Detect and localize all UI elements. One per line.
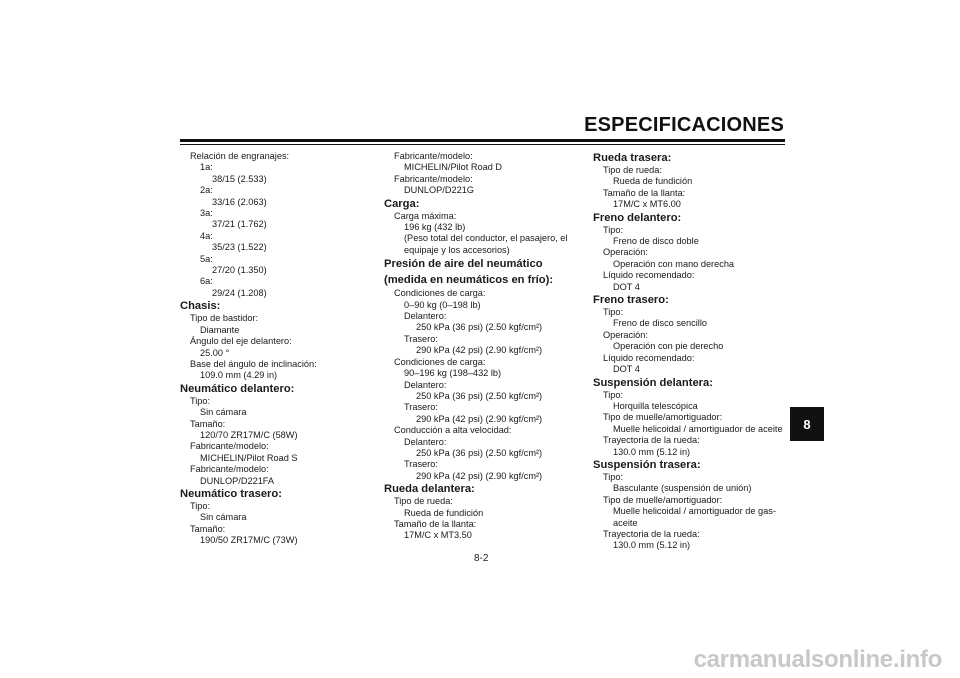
spec-value: 35/23 (1.522) (212, 242, 267, 253)
spec-label: Tipo: (603, 389, 624, 400)
spec-value: Muelle helicoidal / amortiguador de aceite (613, 423, 783, 434)
spec-value: 27/20 (1.350) (212, 265, 267, 276)
section-heading: Neumático delantero: (180, 382, 295, 395)
spec-value: 5a: (200, 253, 213, 264)
spec-value: 37/21 (1.762) (212, 219, 267, 230)
spec-label: Condiciones de carga: (394, 288, 486, 299)
spec-label: Condiciones de carga: (394, 356, 486, 367)
page-title: ESPECIFICACIONES (584, 114, 784, 136)
spec-label: Trayectoria de la rueda: (603, 435, 700, 446)
spec-value: 1a: (200, 162, 213, 173)
spec-value: 250 kPa (36 psi) (2.50 kgf/cm²) (416, 390, 543, 401)
spec-label: Líquido recomendado: (603, 352, 695, 363)
spec-value: 3a: (200, 208, 213, 219)
section-heading: Suspensión delantera: (593, 376, 713, 389)
spec-value: Freno de disco doble (613, 236, 699, 247)
spec-value: Trasero: (404, 333, 438, 344)
spec-value: 190/50 ZR17M/C (73W) (200, 535, 298, 546)
spec-value: Basculante (suspensión de unión) (613, 483, 752, 494)
section-heading: Neumático trasero: (180, 487, 282, 500)
spec-label: Fabricante/modelo: (190, 441, 269, 452)
header-rule-thin (180, 144, 785, 145)
spec-label: Operación: (603, 247, 648, 258)
section-heading: Rueda delantera: (384, 483, 475, 496)
spec-value: 17M/C x MT3.50 (404, 530, 472, 541)
spec-value: 290 kPa (42 psi) (2.90 kgf/cm²) (416, 413, 543, 424)
spec-label: Relación de engranajes: (190, 151, 290, 161)
spec-label: Tipo: (603, 224, 624, 235)
spec-value: Operación con mano derecha (613, 258, 735, 269)
spec-label: Tipo de rueda: (603, 165, 662, 175)
spec-column-1 (180, 151, 380, 547)
spec-value: DUNLOP/D221FA (200, 475, 275, 486)
spec-value: 109.0 mm (4.29 in) (200, 370, 278, 381)
spec-value: Diamante (200, 324, 240, 335)
spec-value: 250 kPa (36 psi) (2.50 kgf/cm²) (416, 322, 543, 333)
spec-value: Rueda de fundición (613, 176, 693, 187)
spec-value: 130.0 mm (5.12 in) (613, 540, 691, 551)
spec-value: Freno de disco sencillo (613, 318, 707, 329)
spec-value: DOT 4 (613, 364, 640, 375)
spec-column-3 (593, 151, 785, 552)
spec-label: Líquido recomendado: (603, 270, 695, 281)
section-heading: Freno trasero: (593, 294, 669, 307)
spec-value: 6a: (200, 276, 213, 287)
spec-value: 2a: (200, 185, 213, 196)
spec-label: Tipo de rueda: (394, 496, 453, 507)
spec-label: Tamaño de la llanta: (603, 187, 686, 198)
watermark: carmanualsonline.info (693, 646, 942, 673)
spec-label: Ángulo del eje delantero: (190, 336, 292, 347)
spec-value: 17M/C x MT6.00 (613, 199, 681, 210)
spec-value: Trasero: (404, 459, 438, 470)
spec-label: Fabricante/modelo: (394, 151, 473, 161)
spec-value: Muelle helicoidal / amortiguador de gas-aceite (613, 506, 776, 528)
spec-label: Conducción a alta velocidad: (394, 425, 512, 436)
spec-value: MICHELIN/Pilot Road D (404, 162, 503, 173)
spec-column-2 (384, 151, 574, 542)
spec-label: Tipo: (603, 307, 624, 318)
spec-value: 38/15 (2.533) (212, 173, 267, 184)
spec-label: Fabricante/modelo: (394, 173, 473, 184)
spec-value: 4a: (200, 230, 213, 241)
header-rule-thick (180, 139, 785, 142)
section-heading: Suspensión trasera: (593, 458, 701, 471)
spec-value: Delantero: (404, 379, 447, 390)
spec-label: Tipo de muelle/amortiguador: (603, 494, 723, 505)
section-heading: Presión de aire del neumático (medida en neumáticos en frío): (384, 258, 554, 287)
spec-value: MICHELIN/Pilot Road S (200, 452, 298, 463)
spec-value: 0–90 kg (0–198 lb) (404, 299, 481, 310)
spec-value: Operación con pie derecho (613, 341, 724, 352)
spec-value: 290 kPa (42 psi) (2.90 kgf/cm²) (416, 345, 543, 356)
spec-value: 250 kPa (36 psi) (2.50 kgf/cm²) (416, 447, 543, 458)
spec-value: Rueda de fundición (404, 507, 484, 518)
spec-value: Horquilla telescópica (613, 400, 698, 411)
spec-value: DOT 4 (613, 281, 640, 292)
spec-value: (Peso total del conductor, el pasajero, el equipaje y los accesorios) (404, 233, 568, 255)
spec-value: 196 kg (432 lb) (404, 222, 466, 233)
spec-value: 130.0 mm (5.12 in) (613, 446, 691, 457)
spec-label: Tipo: (190, 395, 211, 406)
spec-value: 290 kPa (42 psi) (2.90 kgf/cm²) (416, 470, 543, 481)
spec-value: 25.00 ° (200, 347, 230, 358)
spec-label: Carga máxima: (394, 210, 457, 221)
spec-label: Operación: (603, 329, 648, 340)
spec-value: DUNLOP/D221G (404, 185, 474, 196)
spec-value: Trasero: (404, 402, 438, 413)
spec-label: Tipo de muelle/amortiguador: (603, 412, 723, 423)
spec-value: Sin cámara (200, 512, 247, 523)
section-heading: Chasis: (180, 300, 221, 313)
spec-label: Tipo de bastidor: (190, 313, 259, 324)
chapter-tab: 8 (790, 407, 824, 441)
spec-value: 33/16 (2.063) (212, 196, 267, 207)
spec-label: Tipo: (190, 500, 211, 511)
spec-label: Fabricante/modelo: (190, 464, 269, 475)
spec-label: Tipo: (603, 471, 624, 482)
page-number: 8-2 (474, 553, 489, 564)
spec-value: 29/24 (1.208) (212, 287, 267, 298)
spec-value: 120/70 ZR17M/C (58W) (200, 429, 298, 440)
spec-label: Base del ángulo de inclinación: (190, 358, 317, 369)
spec-value: Sin cámara (200, 407, 247, 418)
spec-label: Tamaño: (190, 418, 226, 429)
spec-label: Tamaño: (190, 523, 226, 534)
section-heading: Rueda trasera: (593, 152, 672, 164)
spec-label: Tamaño de la llanta: (394, 518, 477, 529)
spec-value: Delantero: (404, 436, 447, 447)
section-heading: Freno delantero: (593, 211, 682, 224)
spec-value: Delantero: (404, 311, 447, 322)
section-heading: Carga: (384, 197, 420, 210)
spec-label: Trayectoria de la rueda: (603, 528, 700, 539)
spec-value: 90–196 kg (198–432 lb) (404, 368, 502, 379)
